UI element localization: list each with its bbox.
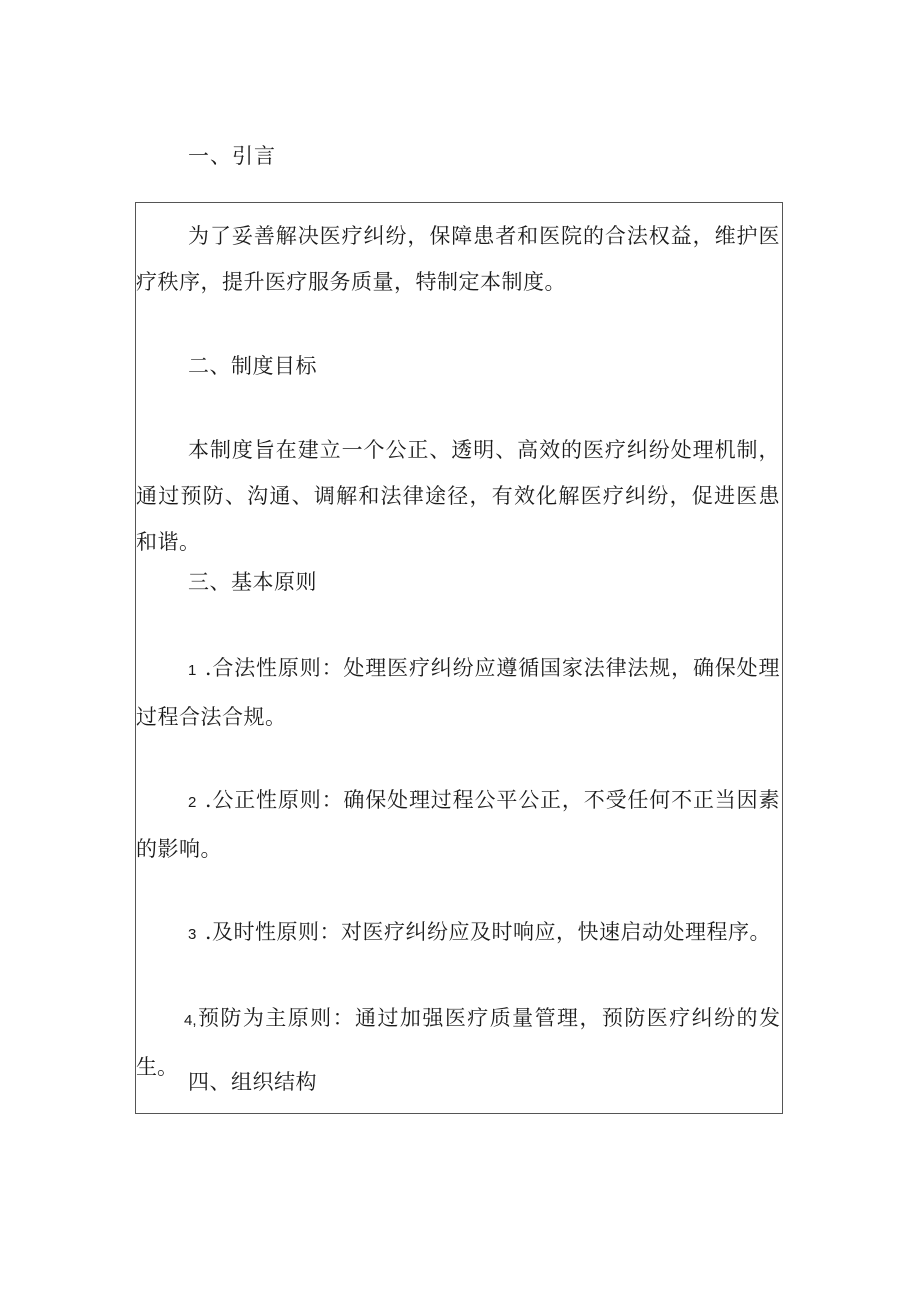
introduction-paragraph: 为了妥善解决医疗纠纷，保障患者和医院的合法权益，维护医疗秩序，提升医疗服务质量，特制定本制度。 bbox=[136, 224, 780, 294]
principle-number: 1 bbox=[188, 662, 197, 679]
objectives-heading-block bbox=[136, 343, 784, 389]
content-frame bbox=[135, 202, 783, 1114]
section-heading-organization: 四、组织结构 bbox=[188, 1070, 317, 1094]
principle-item-1-block bbox=[136, 645, 784, 740]
introduction-paragraph-block bbox=[136, 213, 784, 305]
principle-item-2 bbox=[136, 777, 784, 872]
principle-item-1 bbox=[136, 645, 784, 740]
principle-number: 4, bbox=[184, 1012, 197, 1029]
principle-item-3 bbox=[136, 909, 784, 958]
principle-text: .及时性原则：对医疗纠纷应及时响应，快速启动处理程序。 bbox=[204, 920, 772, 944]
principle-text: .合法性原则：处理医疗纠纷应遵循国家法律法规，确保处理过程合法合规。 bbox=[136, 656, 780, 729]
principle-number: 2 bbox=[188, 794, 197, 811]
principle-item-3-block bbox=[136, 909, 784, 958]
objectives-paragraph: 本制度旨在建立一个公正、透明、高效的医疗纠纷处理机制，通过预防、沟通、调解和法律途径，有效化解医疗纠纷，促进医患和谐。 bbox=[136, 438, 780, 554]
organization-heading-block bbox=[136, 1059, 784, 1105]
principle-number: 3 bbox=[188, 926, 197, 943]
principle-text: .公正性原则：确保处理过程公平公正，不受任何不正当因素的影响。 bbox=[136, 788, 780, 861]
principle-item-2-block bbox=[136, 777, 784, 872]
principles-heading-block bbox=[136, 559, 784, 605]
section-heading-introduction: 一、引言 bbox=[188, 144, 276, 168]
section-heading-principles: 三、基本原则 bbox=[188, 570, 317, 594]
objectives-paragraph-block bbox=[136, 427, 784, 565]
section-heading-objectives: 二、制度目标 bbox=[188, 354, 317, 378]
principle-text: 预防为主原则：通过加强医疗质量管理，预防医疗纠纷的发生。 bbox=[136, 1006, 780, 1079]
